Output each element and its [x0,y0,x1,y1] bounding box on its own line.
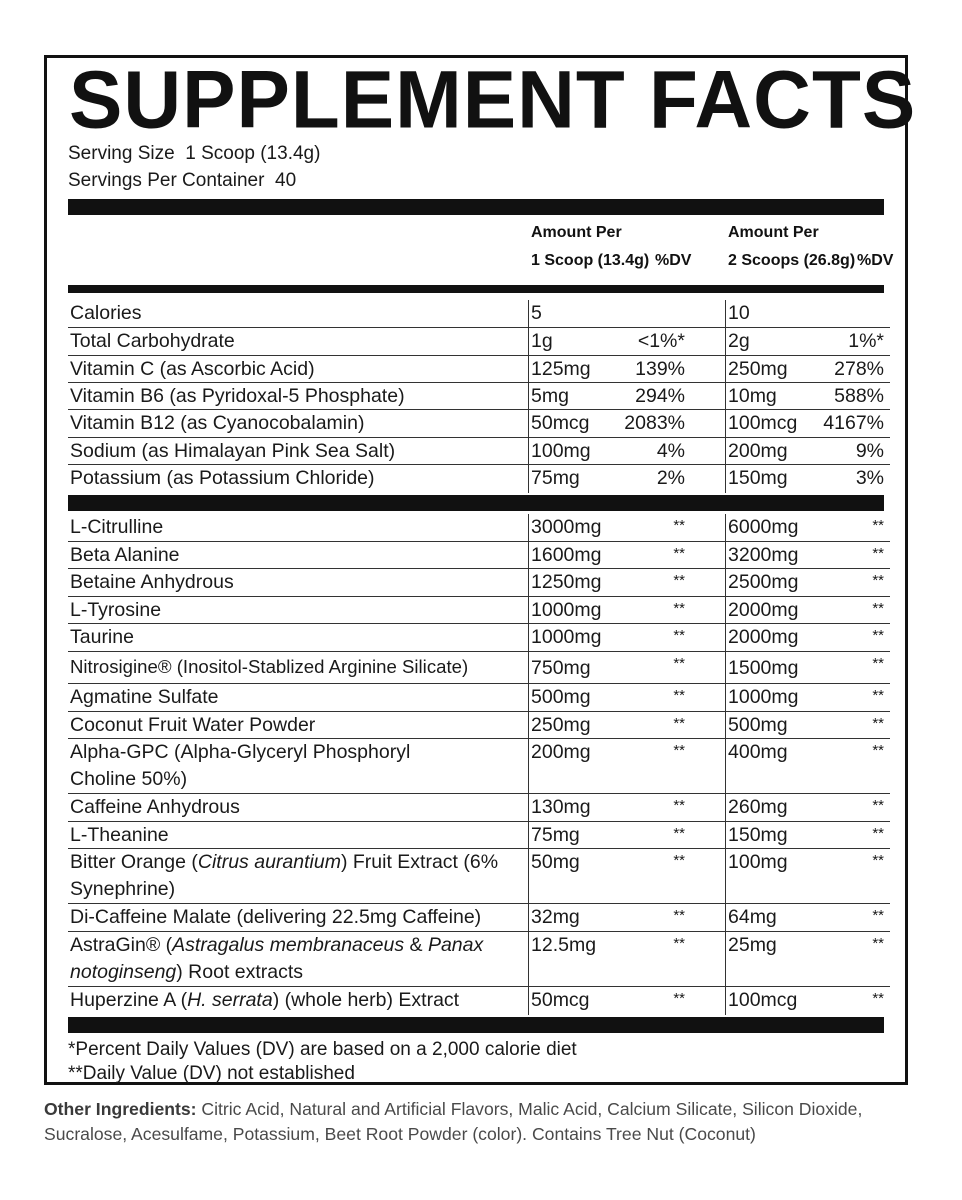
ingredient-name: Betaine Anhydrous [70,571,234,593]
dv-2: 1%* [848,330,884,352]
dv-2: ** [872,655,884,672]
amount-2: 260mg [728,796,788,818]
nutrient-name: Sodium (as Himalayan Pink Sea Salt) [70,440,396,462]
ingredient-name: Coconut Fruit Water Powder [70,714,316,736]
dv-1: ** [673,852,685,869]
ingredient-name-italic: Panax notoginseng [70,934,484,983]
dv-2: ** [872,825,884,842]
amount-2: 10mg [728,385,777,407]
ingredient-row [68,932,890,987]
nutrient-name: Vitamin B12 (as Cyanocobalamin) [70,412,365,434]
dv-2: ** [872,627,884,644]
amount-1: 250mg [531,714,591,736]
amount-2: 25mg [728,934,777,956]
ingredient-name-part: ) Fruit Extract (6% Synephrine) [70,851,499,900]
ingredient-name [70,932,490,986]
ingredient-name: Caffeine Anhydrous [70,796,240,818]
dv-1: ** [673,572,685,589]
ingredient-row [68,822,890,849]
ingredient-name-part: Huperzine A ( [70,989,188,1011]
ingredient-name: Beta Alanine [70,544,180,566]
amount-1: 1g [531,330,553,352]
amount-2: 64mg [728,906,777,928]
column-divider [725,514,726,1015]
dv-1: ** [673,655,685,672]
dv-2: 3% [855,467,884,489]
amount-1: 32mg [531,906,580,928]
ingredient-name [70,849,510,903]
ingredient-name [70,987,525,1014]
amount-1: 500mg [531,686,591,708]
ingredient-name-italic: H. serrata [187,989,273,1011]
ingredient-row [68,739,890,794]
amount-2: 100mcg [728,412,798,434]
amount-2: 2000mg [728,626,799,648]
thick-divider-top [68,199,884,215]
dv-1: 2% [656,467,685,489]
nutrient-row [68,410,890,438]
amount-1: 125mg [531,358,591,380]
nutrient-name: Calories [70,302,142,324]
nutrient-row [68,300,890,328]
amount-1: 200mg [531,741,591,763]
serving-size-value: 1 Scoop (13.4g) [185,143,321,164]
thick-divider-bottom [68,1017,884,1033]
amount-2: 6000mg [728,516,799,538]
dv-2: 588% [834,385,884,407]
amount-1: 50mcg [531,412,590,434]
ingredient-row [68,684,890,712]
ingredient-name: Alpha-GPC (Alpha-Glyceryl Phosphoryl Choline 50%) [70,741,411,790]
amount-2: 150mg [728,467,788,489]
dv-1: 139% [635,358,685,380]
nutrient-name: Potassium (as Potassium Chloride) [70,467,375,489]
ingredient-name-part: Bitter Orange ( [70,851,198,873]
amount-1: 100mg [531,440,591,462]
ingredient-row [68,987,890,1015]
amount-1: 130mg [531,796,591,818]
amount-1: 75mg [531,824,580,846]
ingredient-name-part: AstraGin® ( [70,934,173,956]
ingredient-name: L-Tyrosine [70,599,162,621]
dv-1: ** [673,687,685,704]
amount-2: 500mg [728,714,788,736]
thick-divider-middle [68,495,884,511]
dv-not-established-footnote: **Daily Value (DV) not established [68,1063,355,1084]
nutrient-row [68,383,890,410]
dv-1: ** [673,907,685,924]
amount-1: 3000mg [531,516,602,538]
amount-2: 2g [728,330,750,352]
dv-2: ** [872,907,884,924]
dv-2: ** [872,715,884,732]
thick-divider-header [68,285,884,293]
dv-2: 4167% [823,412,884,434]
other-ingredients [44,1097,944,1147]
dv-2: ** [872,600,884,617]
nutrient-name: Total Carbohydrate [70,330,235,352]
ingredient-name: Taurine [70,626,134,648]
ingredient-row [68,712,890,739]
amount-1: 75mg [531,467,580,489]
dv-header-2: %DV [857,252,894,269]
ingredient-name: Di-Caffeine Malate (delivering 22.5mg Caffeine) [70,906,482,928]
amount-2: 2000mg [728,599,799,621]
dv-2: ** [872,687,884,704]
ingredient-name: Agmatine Sulfate [70,686,219,708]
ingredient-row [68,849,890,904]
ingredient-row [68,542,890,569]
ingredient-row [68,794,890,822]
dv-1: ** [673,990,685,1007]
ingredient-name: L-Theanine [70,824,169,846]
amount-2: 100mcg [728,989,798,1011]
dv-2: ** [872,797,884,814]
panel-title: SUPPLEMENT FACTS [69,54,917,145]
serving-size-label: Serving Size [68,143,175,164]
nutrient-row [68,356,890,383]
column-divider [725,300,726,493]
amount-1: 5mg [531,385,569,407]
amount-1: 750mg [531,657,591,679]
dv-1: ** [673,517,685,534]
nutrient-row [68,465,890,493]
servings-per-container-label: Servings Per Container [68,170,265,191]
dv-2: ** [872,990,884,1007]
ingredient-name-part: ) (whole herb) Extract [272,989,460,1011]
ingredient-name: Nitrosigine® (Inositol-Stablized Arginine Silicate) [70,656,469,677]
ingredient-row [68,624,890,652]
dv-2: ** [872,545,884,562]
serving-col1-label: 1 Scoop (13.4g) [531,252,650,269]
ingredient-row [68,514,890,542]
amount-1: 1000mg [531,599,602,621]
dv-2: ** [872,517,884,534]
dv-1: <1%* [637,330,685,352]
ingredient-row [68,597,890,624]
dv-header-1: %DV [655,252,692,269]
dv-1: 4% [656,440,685,462]
amount-2: 1500mg [728,657,799,679]
ingredient-name-part: & [404,934,428,956]
dv-2: ** [872,852,884,869]
dv-2: 9% [855,440,884,462]
dv-2: ** [872,742,884,759]
dv-footnote: *Percent Daily Values (DV) are based on a 2,000 calorie diet [68,1039,577,1060]
amount-2: 3200mg [728,544,799,566]
nutrient-row [68,328,890,356]
dv-2: ** [872,572,884,589]
amount-1: 50mcg [531,989,590,1011]
column-divider [528,300,529,493]
other-ingredients-text: Citric Acid, Natural and Artificial Flavors, Malic Acid, Calcium Silicate, Silicon Dioxide, Sucralose, Acesulfame, Potassium, Beet Root Powder (color). Contains Tree Nut (Coconut) [44,1099,863,1144]
dv-1: ** [673,797,685,814]
serving-size [68,142,320,166]
nutrient-row [68,438,890,465]
amount-1: 1600mg [531,544,602,566]
amount-2: 250mg [728,358,788,380]
ingredient-name: L-Citrulline [70,516,164,538]
dv-1: ** [673,600,685,617]
supplement-facts-panel [44,54,917,1085]
amount-per-label-2: Amount Per [728,224,819,241]
dv-2: ** [872,935,884,952]
serving-col2-label: 2 Scoops (26.8g) [728,252,856,269]
amount-2: 200mg [728,440,788,462]
ingredient-row [68,652,890,684]
dv-1: 2083% [624,412,685,434]
amount-2: 150mg [728,824,788,846]
dv-2: 278% [834,358,884,380]
amount-2: 100mg [728,851,788,873]
dv-1: 294% [635,385,685,407]
other-ingredients-label: Other Ingredients: [44,1099,197,1119]
dv-1: ** [673,742,685,759]
amount-2: 10 [728,302,750,324]
ingredient-row [68,569,890,597]
amount-2: 1000mg [728,686,799,708]
amount-1: 12.5mg [531,934,597,956]
dv-1: ** [673,545,685,562]
dv-1: ** [673,627,685,644]
dv-1: ** [673,935,685,952]
column-divider [528,514,529,1015]
servings-per-container [68,169,296,193]
ingredient-name-part: ) Root extracts [176,961,304,983]
column-header-2 [728,219,855,275]
servings-per-container-value: 40 [275,170,297,191]
amount-per-label-1: Amount Per [531,224,622,241]
amount-2: 2500mg [728,571,799,593]
amount-2: 400mg [728,741,788,763]
amount-1: 5 [531,302,542,324]
ingredient-name-italic: Citrus aurantium [197,851,341,873]
amount-1: 50mg [531,851,580,873]
nutrient-name: Vitamin C (as Ascorbic Acid) [70,358,315,380]
amount-1: 1250mg [531,571,602,593]
ingredient-row [68,904,890,932]
dv-1: ** [673,825,685,842]
column-header-1 [531,219,649,275]
dv-1: ** [673,715,685,732]
ingredient-name-italic: Astragalus membranaceus [172,934,405,956]
nutrient-name: Vitamin B6 (as Pyridoxal-5 Phosphate) [70,385,405,407]
amount-1: 1000mg [531,626,602,648]
